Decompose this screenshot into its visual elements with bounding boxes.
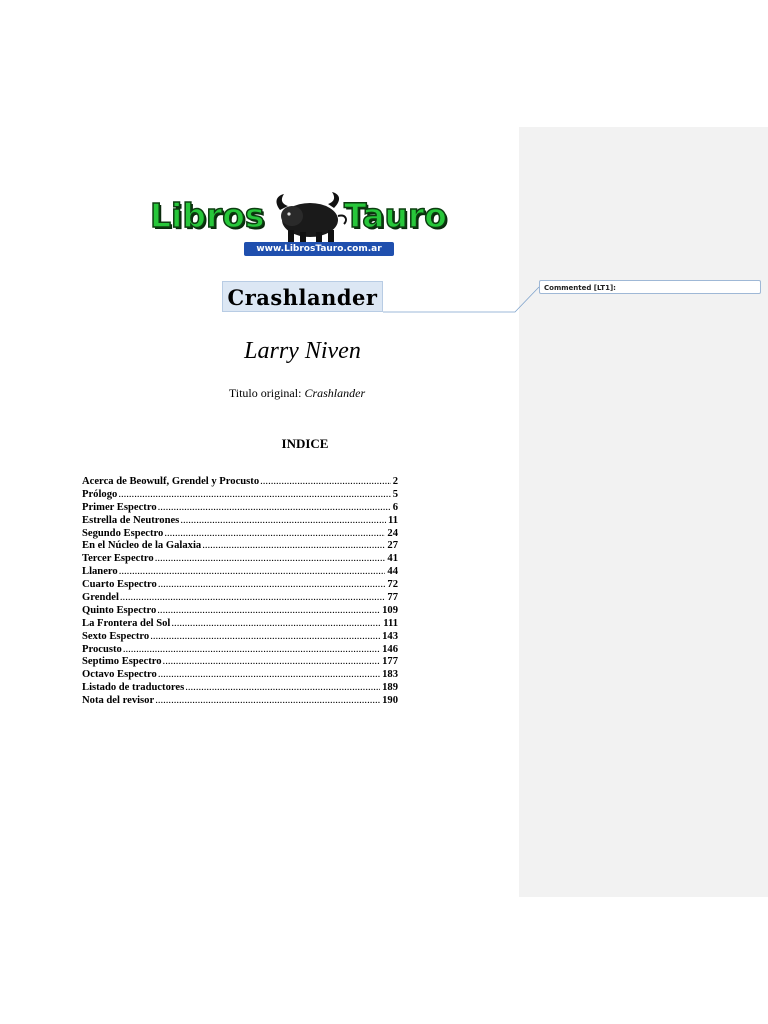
libros-tauro-logo: [148, 190, 458, 260]
toc-leader-dots: [163, 656, 381, 669]
toc-entry-title: Cuarto Espectro: [82, 579, 157, 591]
book-author: Larry Niven: [244, 338, 361, 364]
toc-leader-dots: [180, 515, 386, 528]
toc-entry-title: Quinto Espectro: [82, 604, 157, 616]
toc-entry-page: 143: [382, 630, 398, 642]
toc-entry-page: 183: [382, 669, 398, 681]
toc-entry-title: Grendel: [82, 592, 119, 604]
comment-label: Commented [LT1]:: [544, 284, 616, 292]
toc-entry-page: 24: [387, 527, 398, 539]
toc-leader-dots: [118, 489, 390, 502]
toc-leader-dots: [155, 553, 386, 566]
toc-entry[interactable]: [82, 656, 398, 669]
original-title-label: Titulo original:: [228, 386, 302, 400]
toc-entry-title: Llanero: [82, 566, 118, 578]
toc-entry[interactable]: [82, 669, 398, 682]
toc-leader-dots: [157, 605, 380, 618]
toc-entry-title: Acerca de Beowulf, Grendel y Procusto: [82, 476, 260, 487]
toc-entry[interactable]: [82, 644, 398, 657]
toc-entry-page: 27: [387, 540, 398, 552]
toc-entry[interactable]: [82, 695, 398, 708]
toc-leader-dots: [150, 631, 380, 644]
toc-leader-dots: [164, 528, 385, 541]
logo-word-left: Libros: [150, 196, 265, 235]
toc-entry[interactable]: [82, 579, 398, 592]
bull-icon: [270, 190, 350, 248]
toc-entry-page: 189: [382, 682, 398, 694]
comment-balloon[interactable]: [539, 280, 761, 294]
toc-entry-title: Prólogo: [82, 488, 118, 500]
toc-entry-title: Sexto Espectro: [82, 630, 150, 642]
toc-entry[interactable]: [82, 682, 398, 695]
toc-entry-page: 190: [382, 695, 398, 707]
toc-entry-page: 109: [382, 604, 398, 616]
toc-entry-page: 77: [387, 592, 398, 604]
toc-entry[interactable]: [82, 592, 398, 605]
toc-entry-page: 146: [382, 643, 398, 655]
toc-entry-page: 11: [387, 514, 398, 526]
comment-pane: [519, 127, 768, 897]
table-of-contents: [82, 476, 398, 708]
toc-entry[interactable]: [82, 515, 398, 528]
toc-leader-dots: [202, 540, 385, 553]
toc-entry-page: 41: [387, 553, 398, 565]
toc-entry-page: 72: [387, 579, 398, 591]
toc-leader-dots: [155, 695, 380, 708]
toc-entry-title: Octavo Espectro: [82, 669, 157, 681]
index-heading: INDICE: [281, 436, 329, 451]
toc-entry-title: Segundo Espectro: [82, 527, 164, 539]
toc-entry-title: Septimo Espectro: [82, 656, 162, 668]
toc-leader-dots: [158, 669, 380, 682]
toc-entry-title: Tercer Espectro: [82, 553, 154, 565]
toc-entry-page: 177: [382, 656, 398, 668]
book-title: Crashlander: [222, 281, 383, 312]
original-title-value: Crashlander: [304, 386, 366, 400]
toc-entry[interactable]: [82, 476, 398, 489]
original-title-line: [0, 386, 594, 401]
toc-entry-title: Primer Espectro: [82, 501, 157, 513]
toc-entry[interactable]: [82, 566, 398, 579]
toc-leader-dots: [119, 566, 386, 579]
toc-leader-dots: [120, 592, 386, 605]
toc-entry[interactable]: [82, 502, 398, 515]
logo-word-right: Tauro: [344, 196, 447, 235]
toc-entry-page: 6: [392, 501, 398, 513]
toc-entry-title: Procusto: [82, 643, 122, 655]
toc-entry-page: 5: [392, 488, 398, 500]
toc-entry[interactable]: [82, 631, 398, 644]
toc-entry-page: 111: [383, 617, 398, 629]
toc-entry-title: Estrella de Neutrones: [82, 514, 180, 526]
toc-leader-dots: [123, 644, 380, 657]
toc-entry[interactable]: [82, 528, 398, 541]
toc-leader-dots: [171, 618, 381, 631]
toc-leader-dots: [260, 476, 391, 489]
toc-leader-dots: [158, 502, 391, 515]
toc-leader-dots: [185, 682, 380, 695]
toc-entry[interactable]: [82, 605, 398, 618]
toc-entry-title: En el Núcleo de la Galaxia: [82, 540, 202, 552]
toc-entry-title: Listado de traductores: [82, 682, 185, 694]
toc-entry[interactable]: [82, 618, 398, 631]
toc-entry[interactable]: [82, 489, 398, 502]
toc-entry-title: La Frontera del Sol: [82, 617, 171, 629]
toc-leader-dots: [158, 579, 386, 592]
toc-entry[interactable]: [82, 553, 398, 566]
logo-url: www.LibrosTauro.com.ar: [244, 242, 394, 256]
toc-entry[interactable]: [82, 540, 398, 553]
toc-entry-page: 2: [392, 476, 398, 487]
toc-entry-page: 44: [387, 566, 398, 578]
toc-entry-title: Nota del revisor: [82, 695, 155, 707]
